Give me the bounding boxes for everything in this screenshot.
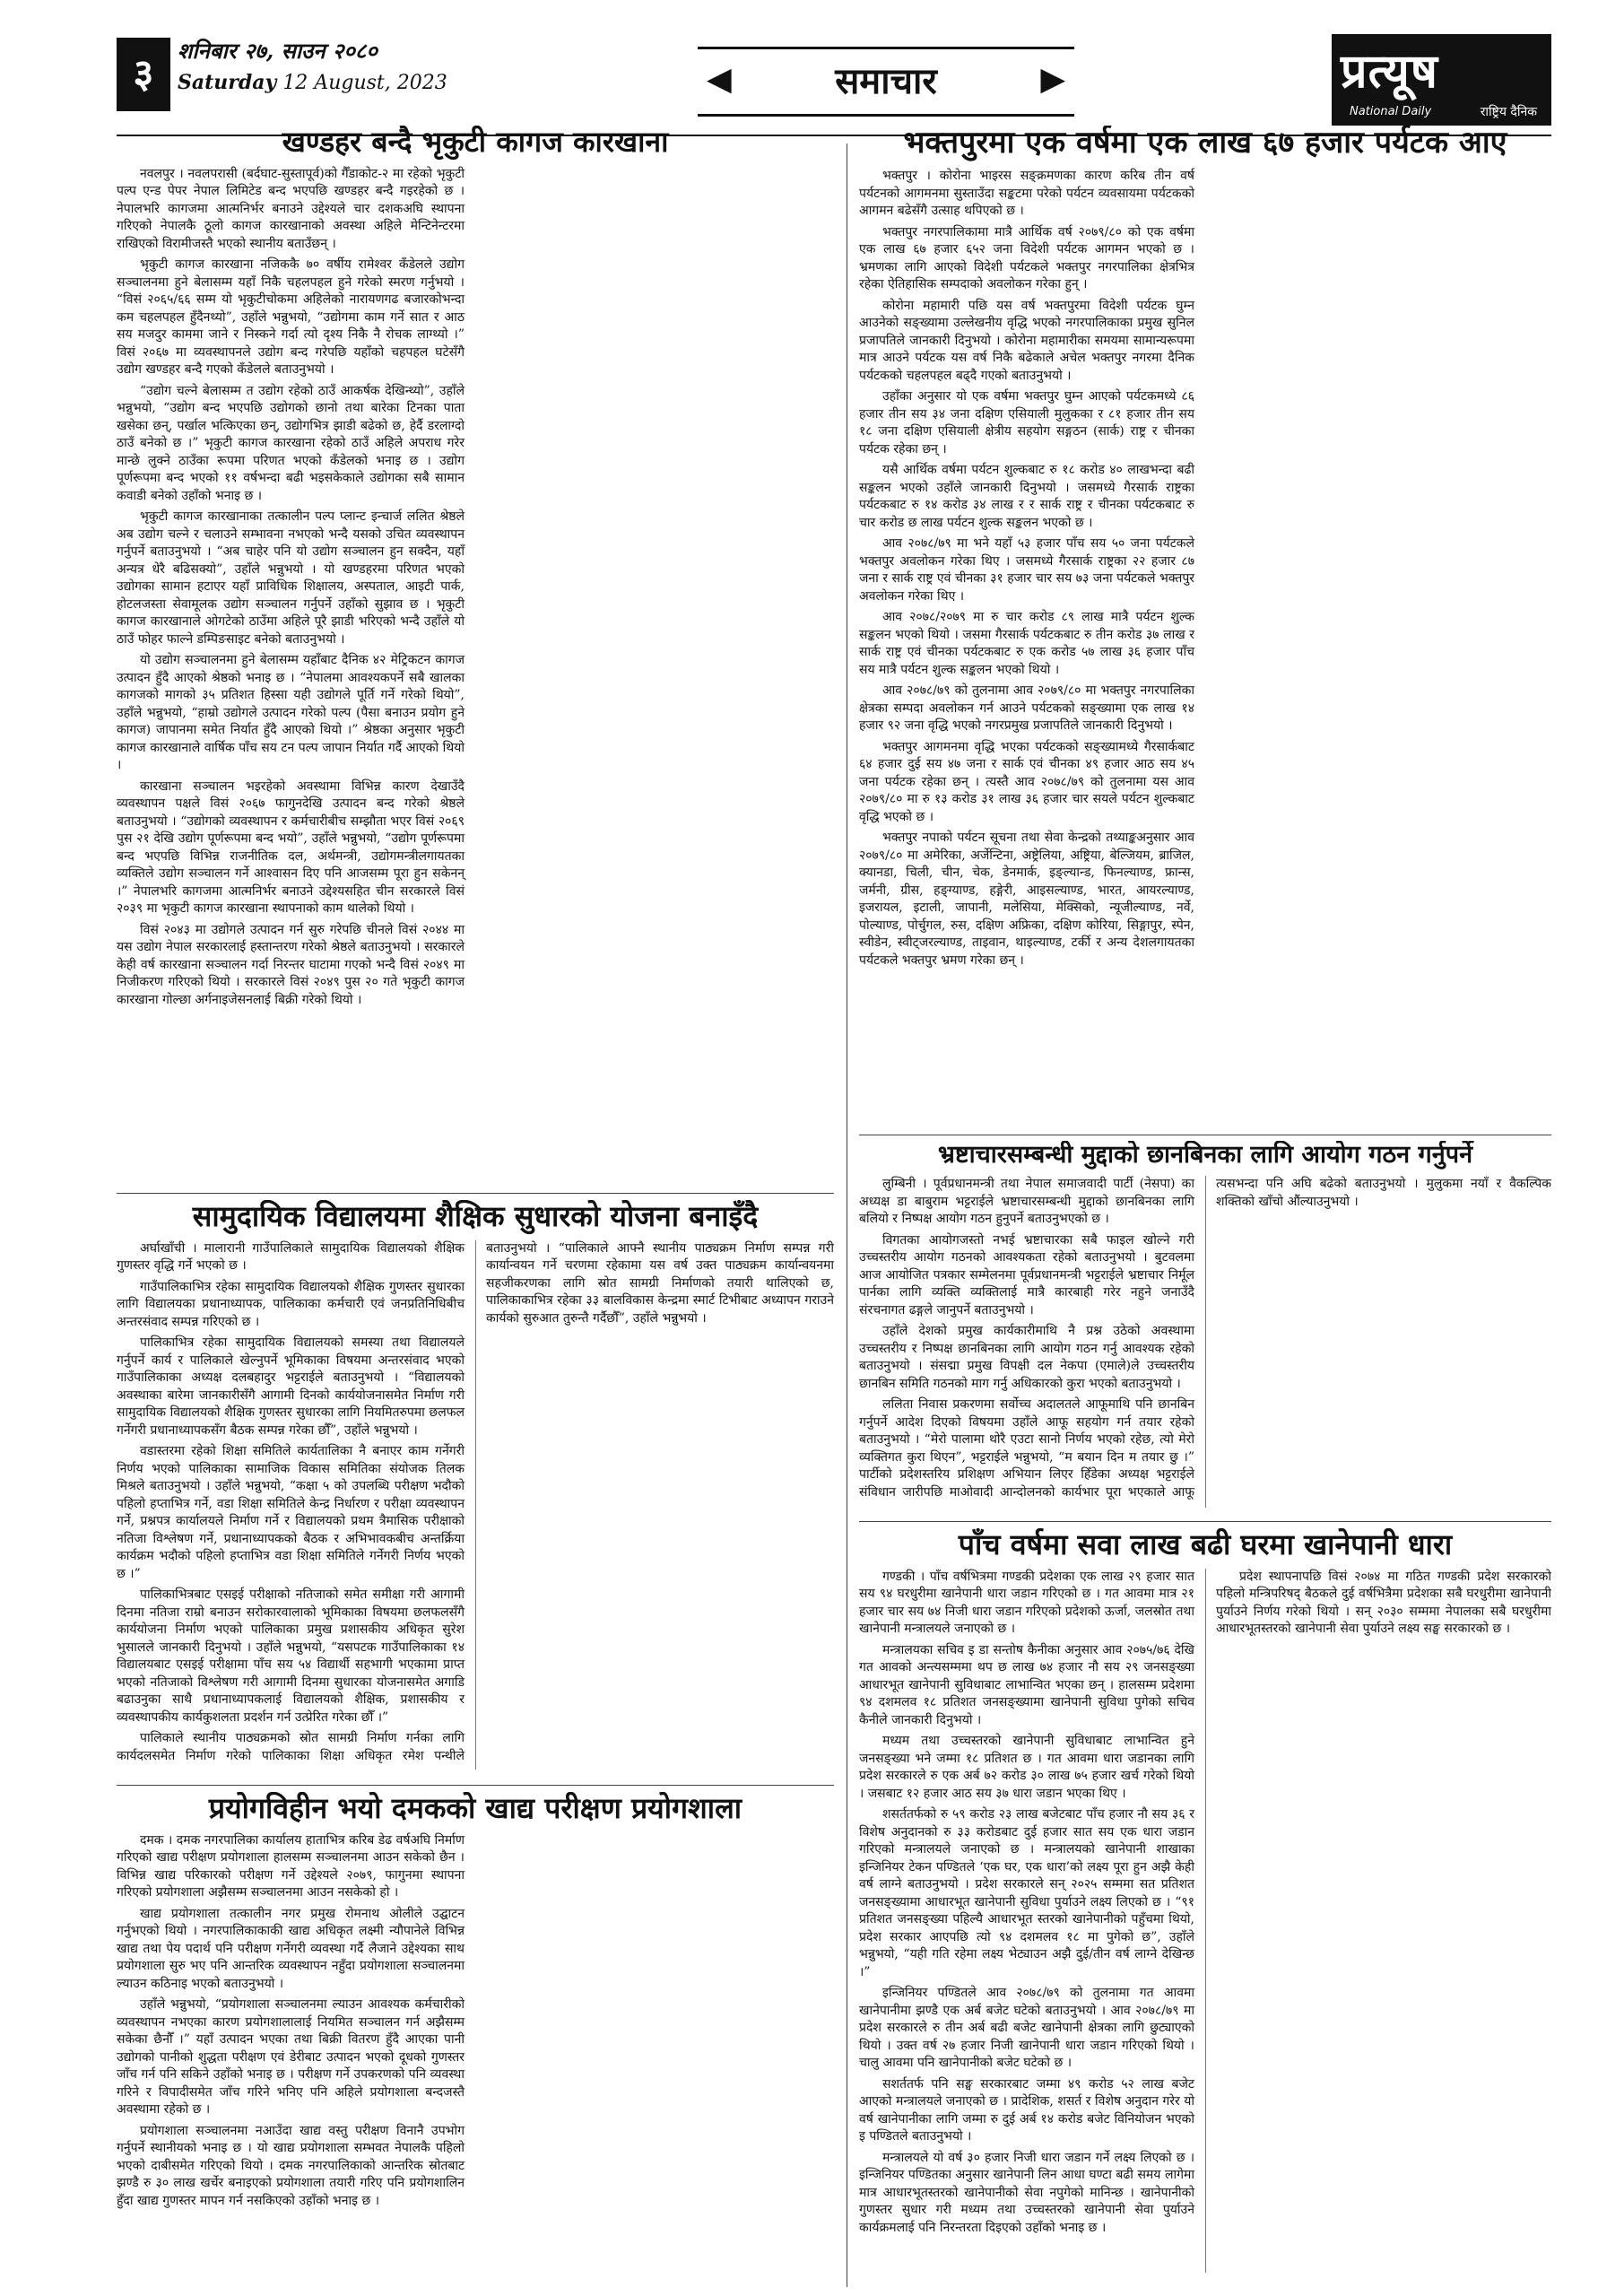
article-paragraph: शसर्ततर्फको रु ५९ करोड २३ लाख बजेटबाट पाँच हजार नौ सय ३६ र विशेष अनुदानको रु ३३ करोडबाट दुई हजार सात सय एक धारा जडान गरिएको मन्त्रालयले जनाएको छ । मन्त्रालयको खानेपानी शाखाका इन्जिनियर टेकन पण्डितले ‘एक घर, एक धारा’को लक्ष्य पूरा हुन अझै केही वर्ष लाग्ने बताउनुभयो । प्रदेश सरकारले सन् २०२५ सम्ममा सत प्रतिशत जनसङ्ख्यामा आधारभूत खानेपानी सुविधा पुर्याउने लक्ष्य लिएको छ । “९१ प्रतिशत जनसङ्ख्या पहिल्यै आधारभूत स्तरको खानेपानीको पहुँचमा थियो, प्रदेश सरकार आएपछि त्यो ९४ दशमलव १८ मा पुगेको छ”, उहाँले भन्नुभयो, “यही गति रहेमा लक्ष्य भेट्याउन अझै दुई/तीन वर्ष लाग्ने देखिन्छ ।” [859, 1807, 1194, 1979]
article-paragraph: भृकुटी कागज कारखानाका तत्कालीन पल्प प्लान्ट इन्चार्ज ललित श्रेष्ठले अब उद्योग चल्ने र चलाउने सम्भावना नभएको भन्दै यसको उचित व्यवस्थापन गर्नुपर्ने बताउनुभयो । “अब चाहेर पनि यो उद्योग सञ्चालन हुन सक्दैन, यहाँ अन्यत्र धेरै बढिसक्यो”, उहाँले भन्नुभयो । यो खण्डहरमा परिणत भएको उद्योगका सामान हटाएर यहाँ प्राविधिक शिक्षालय, अस्पताल, आइटी पार्क, होटलजस्ता सेवामूलक उद्योग सञ्चालन गर्नुपर्ने उहाँको सुझाव छ । भृकुटी कागज कारखानाले ओगटेको ठाउँमा अहिले पूरै झाडी भरिएको भन्दै उहाँले यो ठाउँ फोहर फाल्ने डम्पिङसाइट बनेको बताउनुभयो । [117, 509, 465, 647]
article-body [859, 168, 1551, 1120]
article-paragraph: नवलपुर । नवलपरासी (बर्दघाट-सुस्तापूर्व)को गैँडाकोट-२ मा रहेको भृकुटी पल्प एन्ड पेपर नेपाल लिमिटेड बन्द भएपछि खण्डहर बन्दै गइरहेको छ । नेपालभरि कागजमा आत्मनिर्भर बनाउने उद्देश्यले चार दशकअघि स्थापना गरिएको नेपालकै ठूलो कागज कारखानाको अवस्था अहिले मेन्टिनेन्टरमा राखिएको विरामीजस्तै भएको स्थानीय बताउँछन् । [117, 166, 465, 251]
article-headline: प्रयोगविहीन भयो दमकको खाद्य परीक्षण प्रयोगशाला [208, 1792, 743, 1825]
article-paragraph: उहाँले देशको प्रमुख कार्यकारीमाथि नै प्रश्न उठेको अवस्थामा उच्चस्तरीय र निष्पक्ष छानबिनका लागि आयोग गठन गर्नु आवश्यक रहेको बताउनुभयो । संसद्मा प्रमुख विपक्षी दल नेकपा (एमाले)ले उच्चस्तरीय छानबिन समिति गठनको माग गर्नु अधिकारको कुरा भएको बताउनुभयो । [859, 1324, 1194, 1391]
article-paragraph: विसं २०४३ मा उद्योगले उत्पादन गर्न सुरु गरेपछि चीनले विसं २०४४ मा यस उद्योग नेपाल सरकारलाई हस्तान्तरण गरेको श्रेष्ठले बताउनुभयो । सरकारले केही वर्ष कारखाना सञ्चालन गर्दा निरन्तर घाटामा गएको भन्दै विसं २०४९ मा निजीकरण गरिएको थियो । सरकारले विसं २०४९ पुस २० गते भृकुटी कागज कारखाना गोल्छा अर्गनाइजेसनलाई बिक्री गरेको थियो । [117, 922, 465, 1007]
article-body [117, 166, 834, 1179]
masthead [117, 27, 1551, 133]
article-paragraph: सशर्ततर्फ पनि सङ्घ सरकारबाट जम्मा ४९ करोड ५२ लाख बजेट आएको मन्त्रालयले जनाएको छ । प्रादेशिक, शसर्त र विशेष अनुदान गरेर यो वर्ष खानेपानीका लागि जम्मा रु दुई अर्ब १४ करोड बजेट विनियोजन भएको इ पण्डितले बताउनुभयो । [859, 2076, 1194, 2144]
article-paragraph: अर्घाखाँची । मालारानी गाउँपालिकाले सामुदायिक विद्यालयको शैक्षिक गुणस्तर वृद्धि गर्ने भएको छ । [117, 1240, 465, 1274]
article-bhrikuti [117, 126, 834, 1188]
article-schools [117, 1200, 834, 1779]
article-paragraph: भक्तपुर नपाको पर्यटन सूचना तथा सेवा केन्द्रको तथ्याङ्कअनुसार आव २०७९/८० मा अमेरिका, अर्जेन्टिना, अष्ट्रेलिया, अष्ट्रिया, बेल्जियम, ब्राजिल, क्यानडा, चिली, चीन, चेक, डेनमार्क, इङ्ल्यान्ड, फिनल्याण्ड, फ्रान्स, जर्मनी, ग्रीस, हङ्ग्याण्ड, हङ्गेरी, आइसल्याण्ड, भारत, आयरल्याण्ड, इजरायल, इटाली, जापानी, मलेसिया, मेक्सिको, न्यूजील्याण्ड, नर्वे, पोल्याण्ड, पोर्चुगल, रुस, दक्षिण अफ्रिका, दक्षिण कोरिया, सिङ्गापुर, स्पेन, स्वीडेन, स्वीट्जरल्याण्ड, ताइवान, थाइल्याण्ड, टर्की र अन्य देशलगायतका पर्यटकले भक्तपुर भ्रमण गरेका छन् । [859, 831, 1194, 968]
article-headline: पाँच वर्षमा सवा लाख बढी घरमा खानेपानी धारा [958, 1528, 1453, 1561]
article-drinking-water [859, 1528, 1551, 2282]
article-paragraph: प्रदेश स्थापनापछि विसं २०७४ मा गठित गण्डकी प्रदेश सरकारको पहिलो मन्त्रिपरिषद् बैठकले दुई वर्षभित्रैमा प्रदेशका सबै घरधुरीमा खानेपानी पुर्याउने निर्णय गरेको थियो । सन् २०३० सम्ममा नेपालका सबै घरधुरीमा आधारभूतस्तरको खानेपानी सेवा पुर्याउने लक्ष्य सङ्घ सरकारको छ । [1216, 1569, 1551, 1637]
article-bhaktapur [859, 126, 1551, 1130]
article-paragraph: पालिकाभित्रबाट एसइई परीक्षाको नतिजाको समेत समीक्षा गरी आगामी दिनमा नतिजा राम्रो बनाउन सरोकारवालाको भूमिकाका विषयमा छलफलसँगै कार्ययोजना निर्माण भएको पालिकाका प्रमुख प्रशासकीय अधिकृत सुरेश भुसालले जानकारी दिनुभयो । उहाँले भन्नुभयो, “यसपटक गाउँपालिकाका १४ विद्यालयबाट एसइई परीक्षामा पाँच सय ५४ विद्यार्थी सहभागी भएकामा प्राप्त भएको नतिजाको विश्लेषण गरी आगामी दिनमा सुधारका योजनासमेत अगाडि बढाउनुका साथै प्रधानाध्यापकलाई विद्यालयको शैक्षिक, प्रशासकीय र व्यवस्थापकीय कार्यकुशलता प्रदर्शन गर्न उत्प्रेरित गरेका छौँ ।” [117, 1587, 465, 1725]
article-paragraph: पालिकाले स्थानीय पाठ्यक्रमको स्रोत सामग्री निर्माण गर्नका लागि कार्यदलसमेत निर्माण गरेको पालिकाका शिक्षा अधिकृत रमेश पन्थीले बताउनुभयो । “पालिकाले आफ्नै स्थानीय पाठ्यक्रम निर्माण सम्पन्न गरी कार्यान्वयन गर्ने चरणमा रहेकामा यस वर्ष उक्त पाठ्यक्रम कार्यान्वयनमा सहजीकरणका लागि स्रोत सामग्री निर्माणको तयारी थालिएको छ, पालिकाकाभित्र रहेका ३३ बालविकास केन्द्रमा स्मार्ट टिभीबाट अध्यापन गराउने कार्यको सुरुआत तुरुन्तै गर्दैछौँ”, उहाँले भन्नुभयो । [117, 1240, 834, 1763]
date-english [178, 71, 554, 94]
article-anticorruption [859, 1141, 1551, 1516]
article-paragraph: उहाँका अनुसार यो एक वर्षमा भक्तपुर घुम्न आएको पर्यटकमध्ये ८६ हजार तीन सय ३४ जना दक्षिण एसियाली मुलुकका र ८१ हजार तीन सय १८ जना दक्षिण एसियाली क्षेत्रीय सहयोग सङ्गठन (सार्क) राष्ट्र र चीनका पर्यटक रहेका छन् । [859, 389, 1194, 457]
article-paragraph: भक्तपुर । कोरोना भाइरस सङ्क्रमणका कारण करिब तीन वर्ष पर्यटनको आगमनमा सुस्ताउँदा सङ्कटमा परेको पर्यटन व्यवसायमा पर्यटकको आगमन बढेसँगै उत्साह थपिएको छ । [859, 169, 1194, 219]
dateline [178, 36, 554, 117]
article-paragraph: इन्जिनियर पण्डितले आव २०७८/७९ को तुलनामा गत आवमा खानेपानीमा झण्डै एक अर्ब बजेट घटेको बताउनुभयो । आव २०७८/७९ मा प्रदेश सरकारले रु तीन अर्ब बढी बजेट खानेपानी क्षेत्रका लागि छुट्याएको थियो । उक्त वर्ष २७ हजार निजी खानेपानी धारा जडान गरिएको थियो । चालु आवमा पनि खानेपानीको बजेट घटेको छ । [859, 1986, 1194, 2071]
article-divider [117, 1785, 834, 1786]
article-divider [117, 1193, 834, 1194]
article-damak [117, 1792, 834, 2281]
article-paragraph: यसै आर्थिक वर्षमा पर्यटन शुल्कबाट रु १८ करोड ४० लाखभन्दा बढी सङ्कलन भएको उहाँले जानकारी दिनुभयो । जसमध्ये गैरसार्क राष्ट्रका पर्यटकबाट रु १४ करोड ३४ लाख र र सार्क राष्ट्र र चीनका पर्यटकबाट रु चार करोड छ लाख पर्यटन शुल्क सङ्कलन भएको छ । [859, 463, 1194, 530]
article-paragraph: भृकुटी कागज कारखाना नजिककै ७० वर्षीय रामेश्वर कँडेलले उद्योग सञ्चालनमा हुने बेलासम्म यहाँ निकै चहलपहल हुने गरेको स्मरण गर्नुभयो । “विसं २०६५/६६ सम्म यो भृकुटीचोकमा अहिलेको नारायणगढ बजारकोभन्दा कम चहलपहल हुँदैनथ्यो”, उहाँले भन्नुभयो, “उद्योगमा काम गर्ने सात र आठ सय मजदुर काममा जाने र निस्कने गर्दा त्यो दृश्य निकै नै रोचक लाग्थ्यो ।” विसं २०६७ मा व्यवस्थापनले उद्योग बन्द गरेपछि यहाँको चहपहल घटेसँगै उद्योग खण्डहर बन्दै गएको कँडेलले बताउनुभयो । [117, 257, 465, 378]
article-paragraph: भक्तपुर नगरपालिकामा मात्रै आर्थिक वर्ष २०७९/८० को एक वर्षमा एक लाख ६७ हजार ६५२ जना विदेशी पर्यटक आगमन भएको छ । भ्रमणका लागि आएको विदेशी पर्यटकले भक्तपुर नगरपालिका क्षेत्रभित्र रहेका ऐतिहासिक सम्पदाको अवलोकन गरेका हुन् । [859, 224, 1194, 292]
article-paragraph: वडास्तरमा रहेको शिक्षा समितिले कार्यतालिका नै बनाएर काम गर्नेगरी निर्णय भएको पालिकाका सामाजिक विकास समितिका संयोजक तिलक मिश्रले बताउनुभयो । उहाँले भन्नुभयो, “कक्षा ५ को उपलब्धि परीक्षण भदौको पहिलो हप्ताभित्र गर्ने, वडा शिक्षा समितिले केन्द्र निर्धारण र परीक्षा व्यवस्थापन गर्ने, प्रश्नपत्र कार्यालयले निर्माण गर्ने र विद्यालयको प्रथम त्रैमासिक परीक्षाको नतिजा विश्लेषण गर्ने, प्रधानाध्यापकको बैठक र अभिभावकबीच अन्तर्क्रिया कार्यक्रम भदौको पहिलो हप्ताभित्र वडा शिक्षा समितिले गर्नेगरी निर्णय भएको छ ।” [117, 1444, 465, 1581]
article-paragraph: गाउँपालिकाभित्र रहेका सामुदायिक विद्यालयको शैक्षिक गुणस्तर सुधारका लागि विद्यालयका प्रधानाध्यापक, पालिकाका कर्मचारी एवं जनप्रतिनिधिबीच अन्तरसंवाद सम्पन्न गरिएको छ । [117, 1279, 465, 1329]
article-body [859, 1569, 1551, 2273]
article-paragraph: यो उद्योग सञ्चालनमा हुने बेलासम्म यहाँबाट दैनिक ४२ मेट्रिकटन कागज उत्पादन हुँदै आएको श्रेष्ठको भनाइ छ । “नेपालमा आवश्यकपर्ने सबै खालका कागजको मागको ३५ प्रतिशत हिस्सा यही उद्योगले पूर्ति गर्ने गरेको थियो”, उहाँले भन्नुभयो, “हाम्रो उद्योगले उत्पादन गरेको पल्प (पैसा बनाउन प्रयोग हुने कागज) जापानमा समेत निर्यात हुँदै आएको थियो ।” श्रेष्ठका अनुसार भृकुटी कागज कारखानाले वार्षिक पाँच सय टन पल्प जापान निर्यात गर्दै आएको थियो । [117, 653, 465, 773]
date-nepali: शनिबार २७, साउन २०८० [178, 38, 378, 64]
article-body [117, 1832, 834, 2272]
page-number: ३ [117, 38, 170, 111]
section-title: समाचार [835, 61, 937, 102]
article-paragraph: मन्त्रालयले यो वर्ष ३० हजार निजी धारा जडान गर्ने लक्ष्य लिएको छ । इन्जिनियर पण्डितका अनुसार खानेपानी लिन आधा घण्टा बढी समय लागेमा मात्र आधारभूतस्तरको खानेपानीको सेवा नपुगेको मानिन्छ । खानेपानीको गुणस्तर सुधार गरी मध्यम तथा उच्चस्तरको खानेपानी सेवा पुर्याउने कार्यक्रमलाई पनि निरन्तरता दिइएको उहाँको भनाइ छ । [859, 2150, 1194, 2235]
article-paragraph: आव २०७८/७९ को तुलनामा आव २०७९/८० मा भक्तपुर नगरपालिका क्षेत्रका सम्पदा अवलोकन गर्न आउने पर्यटकको सङ्ख्यामा एक लाख १४ हजार ९२ जना वृद्धि भएको नगरप्रमुख प्रजापतिले जानकारी दिनुभयो । [859, 683, 1194, 734]
article-paragraph: लुम्बिनी । पूर्वप्रधानमन्त्री तथा नेपाल समाजवादी पार्टी (नेसपा) का अध्यक्ष डा बाबुराम भट्टराईले भ्रष्टाचारसम्बन्धी मुद्दाको छानबिनका लागि बलियो र निष्पक्ष आयोग गठन हुनुपर्ने बताउनुभएको छ । [859, 1177, 1194, 1227]
date-english-day: Saturday [178, 71, 277, 94]
article-divider [859, 1521, 1551, 1522]
section-banner [698, 47, 1074, 117]
article-paragraph: मध्यम तथा उच्चस्तरको खानेपानी सुविधाबाट लाभान्वित हुने जनसङ्ख्या भने जम्मा १८ प्रतिशत छ । गत आवमा धारा जडानका लागि प्रदेश सरकारले रु एक अर्ब ७२ करोड ३० लाख ७५ हजार खर्च गरेको थियो । जसबाट १२ हजार आठ सय ३७ धारा जडान भएका थिए । [859, 1734, 1194, 1801]
logo-tagline-en: National Daily [1350, 105, 1432, 118]
article-paragraph: भक्तपुर आगमनमा वृद्धि भएका पर्यटकको सङ्ख्यामध्ये गैरसार्कबाट ६४ हजार दुई सय ४७ जना र सार्क एवं चीनका ४९ हजार आठ सय ४५ जना पर्यटक रहेका छन् । त्यस्तै आव २०७८/७९ को तुलनामा यस आव २०७९/८० मा रु १३ करोड ३१ लाख ३६ हजार चार सयले पर्यटन शुल्कबाट वृद्धि भएको छ । [859, 739, 1194, 824]
article-paragraph: उहाँले भन्नुभयो, “प्रयोगशाला सञ्चालनमा ल्याउन आवश्यक कर्मचारीको व्यवस्थापन नभएका कारण प्रयोगशालालाई नियमित सञ्चालन गर्न अझैसम्म सकेका छैनौँ ।” यहाँ उत्पादन भएका तथा बिक्री वितरण हुँदै आएका पानी उद्योगको पानीको शुद्धता परीक्षण एवं डेरीबाट उत्पादन भएको दूधको गुणस्तर जाँच गर्न पनि सकिने उहाँको भनाइ छ । परीक्षण गर्ने उपकरणको पनि व्यवस्था गरिने र विपादीसमेत जाँच गरिने भनिए पनि अहिले प्रयोगशाला बन्दजस्तै अवस्थामा रहेको छ । [117, 1997, 465, 2118]
logo-wordmark: प्रत्यूष [1341, 45, 1438, 99]
newspaper-logo [1332, 34, 1551, 126]
left-triangle-icon: ◀ [707, 61, 732, 98]
article-headline: भ्रष्टाचारसम्बन्धी मुद्दाको छानबिनका लागि आयोग गठन गर्नुपर्ने [937, 1141, 1473, 1169]
article-paragraph: आव २०७८/७९ मा भने यहाँ ५३ हजार पाँच सय ५० जना पर्यटकले भक्तपुर अवलोकन गरेका थिए । जसमध्ये गैरसार्क राष्ट्रका २२ हजार ८७ जना र सार्क राष्ट्र एवं चीनका ३१ हजार चार सय ७३ जना पर्यटकले भक्तपुर अवलोकन गरेका थिए । [859, 536, 1194, 604]
article-paragraph: कारखाना सञ्चालन भइरहेको अवस्थामा विभिन्न कारण देखाउँदै व्यवस्थापन पक्षले विसं २०६७ फागुनदेखि उत्पादन बन्द गरेको श्रेष्ठले बताउनुभयो । “उद्योगको व्यवस्थापन र कर्मचारीबीच सम्झौता भएर विसं २०६९ पुस २१ देखि उद्योग पूर्णरूपमा बन्द भयो”, उहाँले भन्नुभयो, “उद्योग पूर्णरूपमा बन्द भएपछि विभिन्न राजनीतिक दल, अर्थमन्त्री, उद्योगमन्त्रीलगायतका व्यक्तिले उद्योग सञ्चालन गर्ने आश्वासन दिए पनि आजसम्म पूरा हुन सकेनन् ।” नेपालभरि कागजमा आत्मनिर्भर बनाउने उद्देश्यसहित चीन सरकारले विसं २०३९ मा भृकुटी कागज कारखाना स्थापनाको काम थालेको थियो । [117, 778, 465, 917]
article-paragraph: दमक । दमक नगरपालिका कार्यालय हाताभित्र करिब डेढ वर्षअघि निर्माण गरिएको खाद्य परीक्षण प्रयोगशाला हालसम्म सञ्चालनमा आउन सकेको छैन । विभिन्न खाद्य परिकारको परीक्षण गर्ने उद्देश्यले २०७९, फागुनमा स्थापना गरिएको प्रयोगशाला अझैसम्म सञ्चालनमा आउन नसकेको हो । [117, 1832, 465, 1900]
article-paragraph: खाद्य प्रयोगशाला तत्कालीन नगर प्रमुख रोमनाथ ओलीले उद्घाटन गर्नुभएको थियो । नगरपालिकाकाकी खाद्य अधिकृत लक्ष्मी न्यौपानेले विभिन्न खाद्य तथा पेय पदार्थ पनि परीक्षण गर्नेगरी व्यवस्था गर्दै लैजाने उद्देश्यका साथ प्रयोगशाला सुरु भए पनि आन्तरिक व्यवस्थापन नहुँदा प्रयोगशाला सञ्चालनमा ल्याउन कठिनाइ भएको बताउनुभयो । [117, 1906, 465, 1991]
article-headline: भक्तपुरमा एक वर्षमा एक लाख ६७ हजार पर्यटक आए [903, 126, 1507, 161]
article-body [117, 1240, 834, 1770]
article-paragraph: प्रयोगशाला सञ्चालनमा नआउँदा खाद्य वस्तु परीक्षण विनानै उपभोग गर्नुपर्ने स्थानीयको भनाइ छ । यो खाद्य प्रयोगशाला सम्भवत नेपालकै पहिलो भएको दाबीसमेत गरिएको थियो । दमक नगरपालिकाको आन्तरिक स्रोतबाट झण्डै रु ३० लाख खर्चेर बनाइएको प्रयोगशाला तयारी गरिए पनि प्रयोगशालिन हुँदा खाद्य गुणस्तर मापन गर्न नसकिएको उहाँको भनाइ छ । [117, 2123, 465, 2208]
article-paragraph: पालिकाभित्र रहेका सामुदायिक विद्यालयको समस्या तथा विद्यालयले गर्नुपर्ने कार्य र पालिकाले खेल्नुपर्ने भूमिकाका विषयमा अन्तरसंवाद भएको गाउँपालिकाका अध्यक्ष दलबहादुर भट्टराईले बताउनुभयो । “विद्यालयको अवस्थाका बारेमा जानकारीसँगै आगामी दिनको कार्ययोजनासमेत निर्माण गरी सामुदायिक विद्यालयको शैक्षिक गुणस्तर सुधारका लागि नियमितरुपमा छलफल गर्नेगरी प्रधानाध्यापकसँग बैठक सम्पन्न गरेका छौँ”, उहाँले भन्नुभयो । [117, 1335, 465, 1438]
date-english-rest: 12 August, 2023 [282, 72, 447, 94]
article-paragraph: मन्त्रालयका सचिव इ डा सन्तोष कैनीका अनुसार आव २०७५/७६ देखि गत आवको अन्त्यसम्ममा थप छ लाख ७४ हजार नौ सय २९ जनसङ्ख्या आधारभूत खानेपानी सुविधाबाट लाभान्वित भएका छन् । हालसम्म प्रदेशमा ९४ दशमलव १८ प्रतिशत जनसङ्ख्यामा खानेपानी सुविधा पुगेको सचिव कैनीले जानकारी दिनुभयो । [859, 1642, 1194, 1727]
article-headline: सामुदायिक विद्यालयमा शैक्षिक सुधारको योजना बनाइँदै [192, 1200, 759, 1233]
article-paragraph: कोरोना महामारी पछि यस वर्ष भक्तपुरमा विदेशी पर्यटक घुम्न आउनेको सङ्ख्यामा उल्लेखनीय वृद्धि भएको नगरपालिकाका प्रमुख सुनिल प्रजापतिले जानकारी दिनुभयो । कोरोना महामारीका समयमा सामान्यरूपमा मात्र आउने पर्यटक यस वर्ष निकै बढेकाले अचेल भक्तपुर नगरमा दैनिक पर्यटकको चहलपहल बढ्दै गएको बताउनुभयो । [859, 298, 1194, 383]
article-paragraph: “उद्योग चल्ने बेलासम्म त उद्योग रहेको ठाउँ आकर्षक देखिन्थ्यो”, उहाँले भन्नुभयो, “उद्योग बन्द भएपछि उद्योगको छानो तथा बारेका टिनका पाता खसेका छन्, पर्खाल भत्किएका छन्, उद्योगभित्र झाडी बढेको छ, हेर्दै डरलाग्दो ठाउँ बनेको छ ।” भृकुटी कागज कारखाना रहेको ठाउँ अहिले अपराध गरेर मान्छे लुक्ने ठाउँका रूपमा परिणत भएको कँडेलको भनाइ छ । उद्योग पूर्णरूपमा बन्द भएको ११ वर्षभन्दा बढी भइसकेकाले उद्योगका सबै सामान कवाडी बनेको उहाँको भनाइ छ । [117, 383, 465, 503]
article-paragraph: विगतका आयोगजस्तो नभई भ्रष्टाचारका सबै फाइल खोल्ने गरी उच्चस्तरीय आयोग गठनको आवश्यकता रहेको बताउनुभयो । बुटवलमा आज आयोजित पत्रकार सम्मेलनमा पूर्वप्रधानमन्त्री भट्टराईले भ्रष्टाचार निर्मूल पार्नका लागि व्यक्ति व्यक्तिलाई मात्रै कारबाही गरेर नहुने जनाउँदै संरचनागत ढङ्गले जानुपर्ने बताउनुभयो । [859, 1232, 1194, 1318]
article-paragraph: आव २०७८/२०७९ मा रु चार करोड ८९ लाख मात्रै पर्यटन शुल्क सङ्कलन भएको थियो । जसमा गैरसार्क पर्यटकबाट रु तीन करोड ३७ लाख र सार्क राष्ट्र एवं चीनका पर्यटकबाट रु एक करोड ५७ लाख ३६ हजार पाँच सय मात्रै पर्यटन शुल्क सङ्कलन भएको थियो । [859, 610, 1194, 677]
logo-tagline-np: राष्ट्रिय दैनिक [1480, 105, 1537, 119]
article-paragraph: गण्डकी । पाँच वर्षभित्रमा गण्डकी प्रदेशका एक लाख २९ हजार सात सय ९४ घरधुरीमा खानेपानी धारा जडान गरिएको छ । गत आवमा मात्र २१ हजार चार सय ७४ निजी धारा जडान गरिएको प्रदेशको ऊर्जा, जलस्रोत तथा खानेपानी मन्त्रालयले जनाएको छ । [859, 1569, 1194, 1637]
article-paragraph: ललिता निवास प्रकरणमा सर्वोच्च अदालतले आफूमाथि पनि छानबिन गर्नुपर्ने आदेश दिएको विषयमा उहाँले आफू सहयोग गर्न तयार रहेको बताउनुभयो । “मेरो पालामा थोरै एउटा सानो निर्णय भएको रहेछ, त्यो मेरो व्यक्तिगत कुरा थिएन”, भट्टराईले भन्नुभयो, “म बयान दिन म तयार छु ।” पार्टीको प्रदेशस्तरिय प्रशिक्षण अभियान लिएर हिँडेका अध्यक्ष भट्टराईले संविधान जारीपछि माओवादी आन्दोलनको कार्यभार पूरा भएकाले आफू त्यसभन्दा पनि अघि बढेको बताउनुभयो । मुलुकमा नयाँ र वैकल्पिक शक्तिको खाँचो औंल्याउनुभयो । [859, 1177, 1551, 1500]
article-headline: खण्डहर बन्दै भृकुटी कागज कारखाना [282, 126, 669, 159]
right-triangle-icon: ▶ [1040, 61, 1065, 98]
article-body [859, 1176, 1551, 1508]
